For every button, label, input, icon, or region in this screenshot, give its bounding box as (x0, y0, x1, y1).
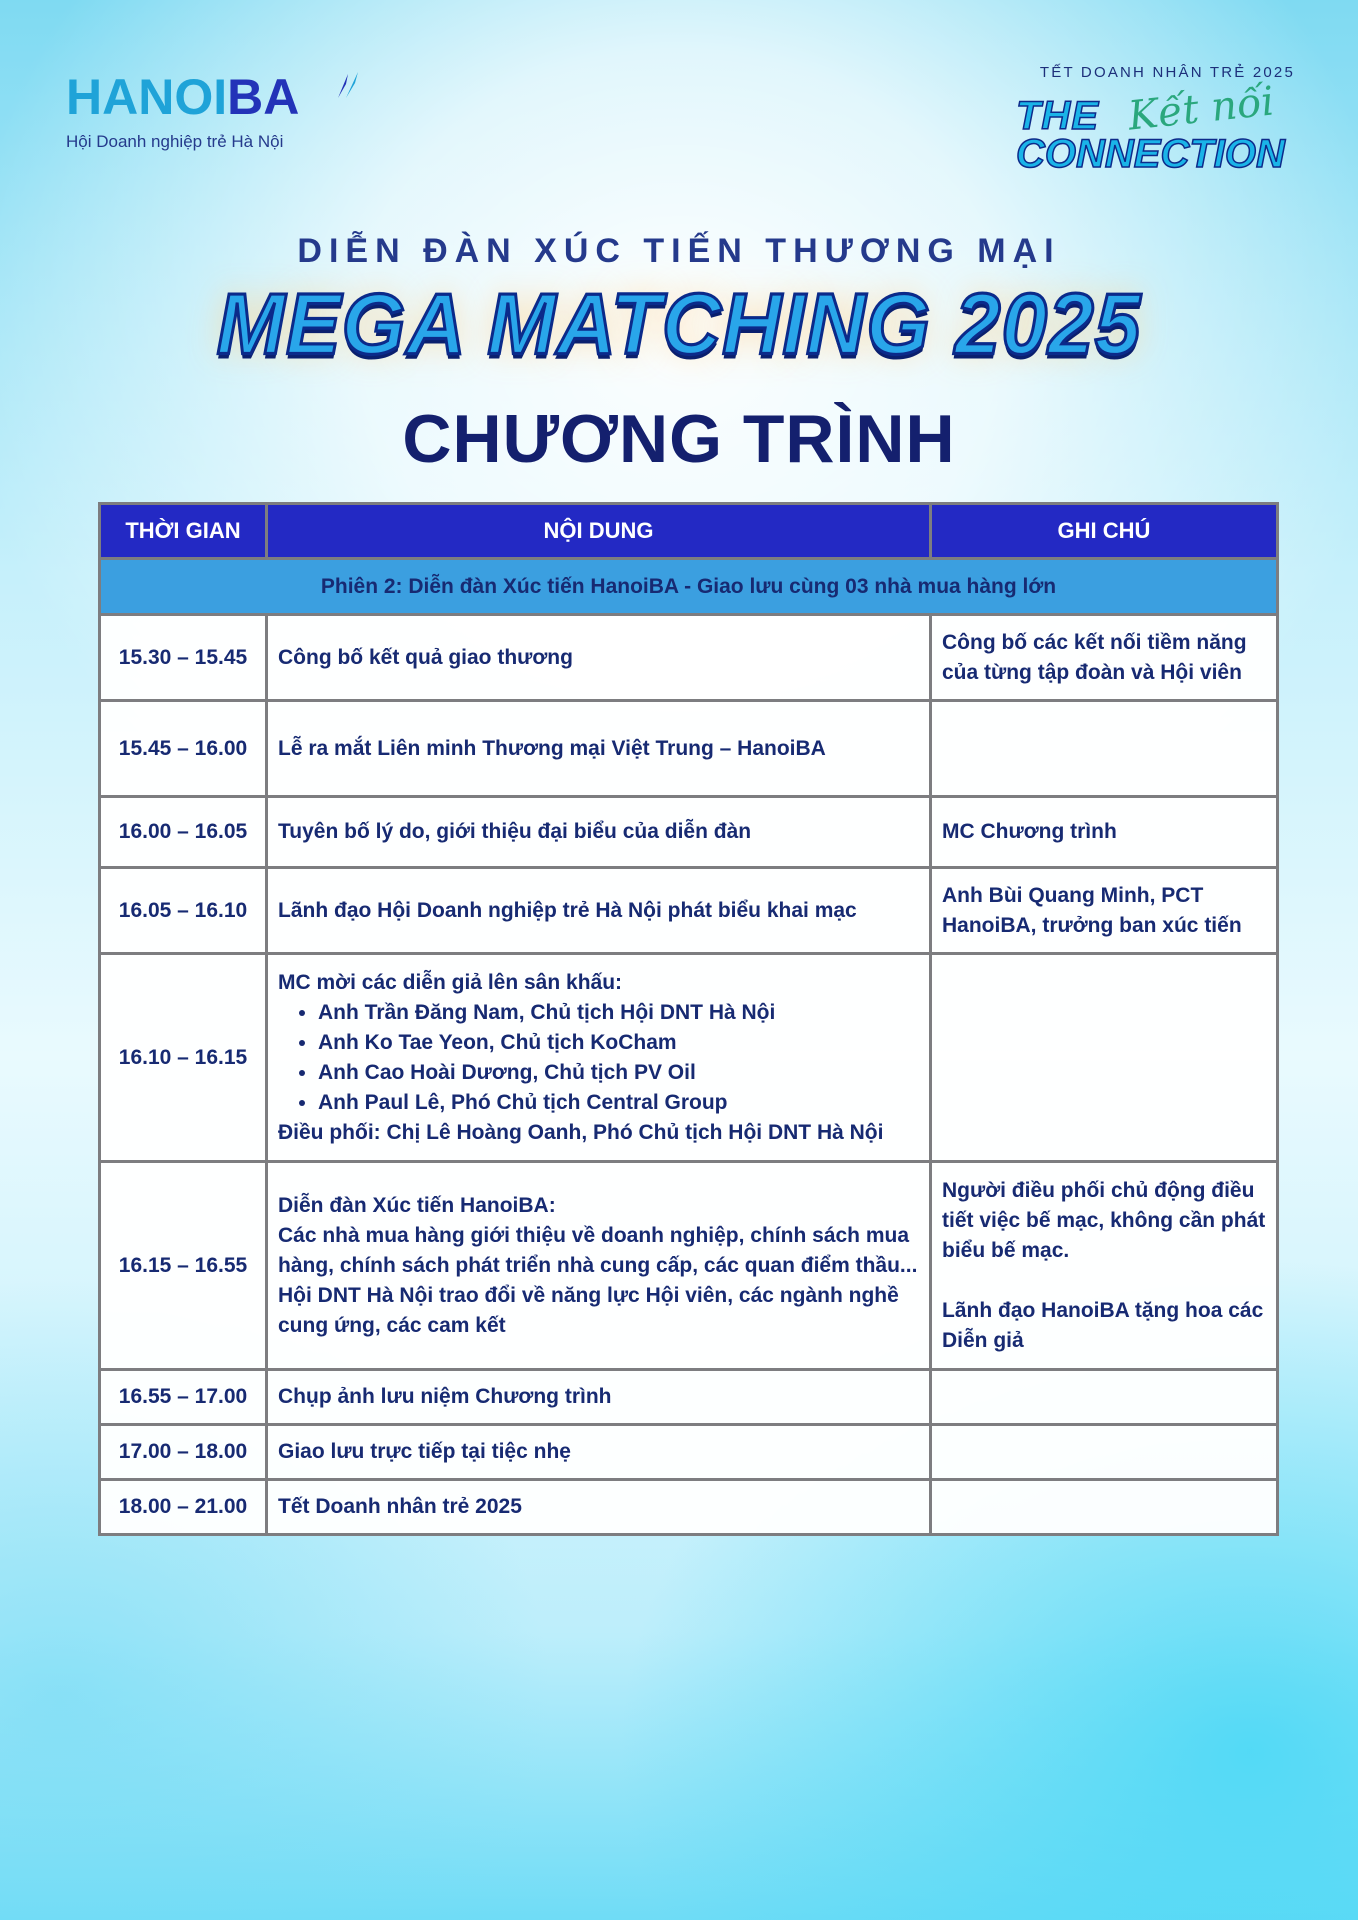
row-note (931, 1425, 1278, 1480)
table-row (100, 1480, 1278, 1535)
row-time: 15.45 – 16.00 (100, 701, 267, 797)
table-row (100, 1162, 1278, 1370)
row-content: Tết Doanh nhân trẻ 2025 (267, 1480, 931, 1535)
speakers-intro: MC mời các diễn giả lên sân khấu: (278, 970, 623, 994)
row-time: 16.00 – 16.05 (100, 797, 267, 868)
row-note: Công bố các kết nối tiềm năng của từng tập đoàn và Hội viên (931, 615, 1278, 701)
table-row (100, 615, 1278, 701)
row-time: 17.00 – 18.00 (100, 1425, 267, 1480)
session-title: Phiên 2: Diễn đàn Xúc tiến HanoiBA - Giao lưu cùng 03 nhà mua hàng lớn (100, 559, 1278, 615)
moderator-line: Điều phối: Chị Lê Hoàng Oanh, Phó Chủ tịch Hội DNT Hà Nội (278, 1120, 884, 1144)
row-content: Giao lưu trực tiếp tại tiệc nhẹ (267, 1425, 931, 1480)
logo-wordmark: HANOIBA (66, 69, 300, 125)
speaker-item: • Anh Trần Đăng Nam, Chủ tịch Hội DNT Hà Nội (318, 998, 919, 1028)
row-note (931, 1162, 1278, 1370)
row-time: 15.30 – 15.45 (100, 615, 267, 701)
row-note (931, 1480, 1278, 1535)
session-row (100, 559, 1278, 615)
header-content: NỘI DUNG (267, 504, 931, 559)
row-note: MC Chương trình (931, 797, 1278, 868)
table-row (100, 797, 1278, 868)
table-header-row (100, 504, 1278, 559)
logo-the-text: THE (1016, 94, 1099, 138)
row-content: Tuyên bố lý do, giới thiệu đại biểu của diễn đàn (267, 797, 931, 868)
logo-connection-text: CONNECTION (1016, 132, 1285, 176)
table-row (100, 954, 1278, 1162)
note-paragraph: Người điều phối chủ động điều tiết việc bế mạc, không cần phát biểu bế mạc. (942, 1178, 1266, 1262)
mega-matching-title: MEGA MATCHING 2025 (216, 276, 1142, 373)
row-time: 16.15 – 16.55 (100, 1162, 267, 1370)
logo-swoosh-icon (332, 68, 366, 102)
row-content: Lễ ra mắt Liên minh Thương mại Việt Trung – HanoiBA (267, 701, 931, 797)
row-content: Lãnh đạo Hội Doanh nghiệp trẻ Hà Nội phát biểu khai mạc (267, 868, 931, 954)
schedule-table (98, 502, 1279, 1536)
logo-subtitle: Hội Doanh nghiệp trẻ Hà Nội (66, 132, 284, 151)
row-note (931, 1370, 1278, 1425)
forum-content-title: Diễn đàn Xúc tiến HanoiBA: (278, 1193, 556, 1217)
speaker-item: • Anh Paul Lê, Phó Chủ tịch Central Group (318, 1088, 919, 1118)
the-connection-logo (1010, 64, 1295, 174)
header-time: THỜI GIAN (100, 504, 267, 559)
row-time: 16.10 – 16.15 (100, 954, 267, 1162)
speaker-list (278, 998, 919, 1118)
row-content (267, 954, 931, 1162)
table-row (100, 701, 1278, 797)
table-row (100, 868, 1278, 954)
forum-title: DIỄN ĐÀN XÚC TIẾN THƯƠNG MẠI (297, 232, 1061, 270)
row-time: 16.55 – 17.00 (100, 1370, 267, 1425)
speaker-item: • Anh Ko Tae Yeon, Chủ tịch KoCham (318, 1028, 919, 1058)
speaker-item: • Anh Cao Hoài Dương, Chủ tịch PV Oil (318, 1058, 919, 1088)
row-content: Công bố kết quả giao thương (267, 615, 931, 701)
table-row (100, 1370, 1278, 1425)
row-note (931, 954, 1278, 1162)
row-note: Anh Bùi Quang Minh, PCT HanoiBA, trưởng ban xúc tiến (931, 868, 1278, 954)
table-row (100, 1425, 1278, 1480)
forum-content-body: Các nhà mua hàng giới thiệu về doanh nghiệp, chính sách mua hàng, chính sách phát triển nhà cung cấp, các quan điểm thầu... Hội DNT Hà Nội trao đổi về năng lực Hội viên, các ngành nghề cung ứng, các cam kết (278, 1223, 918, 1337)
row-time: 16.05 – 16.10 (100, 868, 267, 954)
header-note: GHI CHÚ (931, 504, 1278, 559)
row-content (267, 1162, 931, 1370)
row-content: Chụp ảnh lưu niệm Chương trình (267, 1370, 931, 1425)
program-title: CHƯƠNG TRÌNH (402, 401, 956, 477)
row-note (931, 701, 1278, 797)
logo-script-text: Kết nối (1125, 78, 1277, 140)
event-tagline: TẾT DOANH NHÂN TRẺ 2025 (1039, 64, 1295, 81)
hanoiba-logo (66, 69, 366, 152)
note-paragraph: Lãnh đạo HanoiBA tặng hoa các Diễn giả (942, 1298, 1264, 1352)
row-time: 18.00 – 21.00 (100, 1480, 267, 1535)
